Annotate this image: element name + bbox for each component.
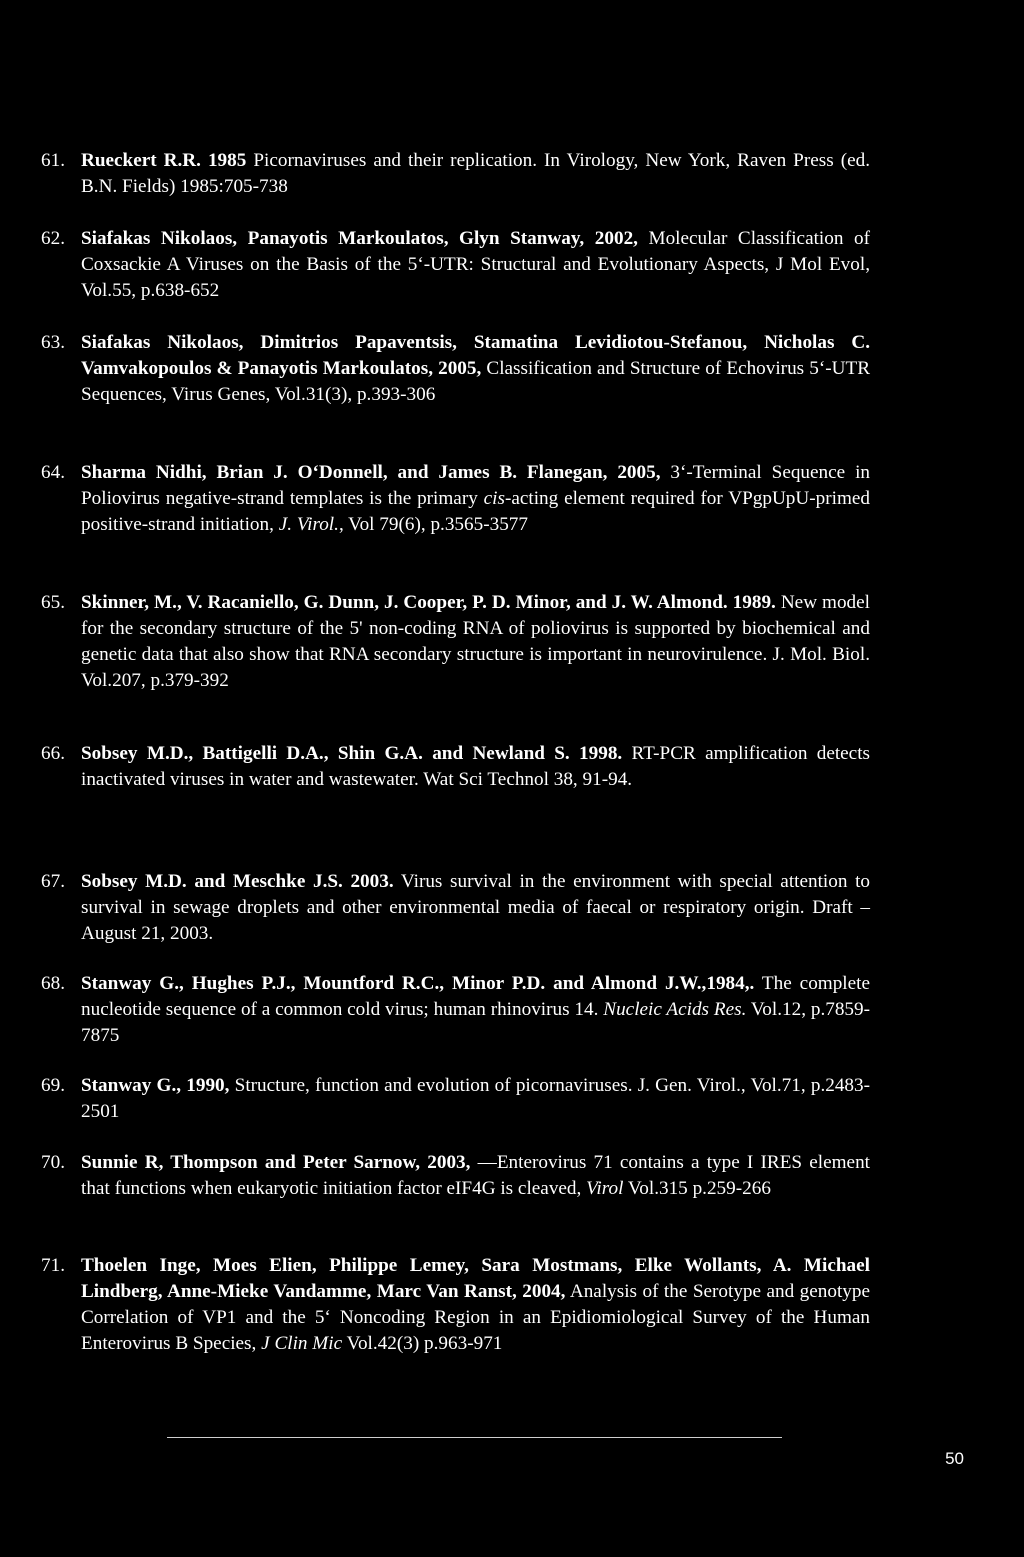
reference-detail: , Vol 79(6), p.3565-3577 — [338, 514, 528, 535]
reference-number: 64. — [41, 462, 65, 483]
reference-text — [81, 741, 870, 793]
reference-authors: Rueckert R.R. 1985 — [81, 150, 247, 171]
reference-text — [81, 590, 870, 694]
reference-journal: J Clin Mic — [261, 1333, 343, 1354]
reference-entry — [41, 741, 870, 793]
reference-text — [81, 226, 870, 304]
reference-number: 69. — [41, 1075, 65, 1096]
reference-text — [81, 1150, 870, 1202]
reference-text — [81, 148, 870, 200]
reference-detail: Vol.12, p.7859-7875 — [81, 999, 871, 1046]
reference-number: 65. — [41, 592, 65, 613]
reference-number: 61. — [41, 150, 65, 171]
reference-journal: Virol — [586, 1178, 624, 1199]
page-number: 50 — [945, 1449, 964, 1468]
reference-detail: The complete nucleotide sequence of a common cold virus; human rhinovirus 14. — [81, 973, 870, 1020]
reference-authors: Siafakas Nikolaos, Dimitrios Papaventsis, Stamatina Levidiotou-Stefanou, Nicholas C. Vamvakopoulos & Panayotis Markoulatos, 2005, — [81, 332, 870, 379]
reference-text — [81, 1253, 870, 1357]
reference-text — [81, 1073, 870, 1125]
reference-detail: Analysis of the Serotype and genotype Correlation of VP1 and the 5‘ Noncoding Region in an Epidiomiological Survey of the Human Enterovirus B Species, — [81, 1281, 870, 1354]
reference-entry — [41, 1150, 870, 1202]
reference-text — [81, 869, 870, 947]
reference-detail: Classification and Structure of Echovirus 5‘-UTR Sequences, Virus Genes, Vol.31(3), p.393-306 — [81, 358, 870, 405]
reference-authors: Sobsey M.D. and Meschke J.S. 2003. — [81, 871, 394, 892]
reference-detail: Vol.315 p.259-266 — [623, 1178, 771, 1199]
reference-number: 62. — [41, 228, 65, 249]
reference-authors: Skinner, M., V. Racaniello, G. Dunn, J. Cooper, P. D. Minor, and J. W. Almond. 1989. — [81, 592, 776, 613]
reference-entry — [41, 226, 870, 304]
reference-text — [81, 330, 870, 408]
reference-entry — [41, 330, 870, 408]
reference-journal: J. Virol. — [278, 514, 339, 535]
reference-entry — [41, 1073, 871, 1125]
reference-detail: Vol.42(3) p.963-971 — [342, 1333, 503, 1354]
reference-entry — [41, 971, 871, 1049]
reference-authors: Sharma Nidhi, Brian J. O‘Donnell, and James B. Flanegan, 2005, — [81, 462, 661, 483]
reference-detail: —Enterovirus 71 contains a type I IRES element that functions when eukaryotic initiation factor eIF4G is cleaved, — [81, 1152, 870, 1199]
reference-journal: Nucleic Acids Res. — [603, 999, 747, 1020]
reference-detail: RT-PCR amplification detects inactivated viruses in water and wastewater. Wat Sci Technol 38, 91-94. — [81, 743, 870, 790]
reference-detail: 3‘-Terminal Sequence in Poliovirus negative-strand templates is the primary — [81, 462, 870, 509]
reference-authors: Thoelen Inge, Moes Elien, Philippe Lemey, Sara Mostmans, Elke Wollants, A. Michael Lindberg, Anne-Mieke Vandamme, Marc Van Ranst, 2004, — [81, 1255, 870, 1302]
reference-number: 66. — [41, 743, 65, 764]
reference-number: 67. — [41, 871, 65, 892]
reference-authors: Sunnie R, Thompson and Peter Sarnow, 2003, — [81, 1152, 471, 1173]
reference-detail: Structure, function and evolution of picornaviruses. J. Gen. Virol., Vol.71, p.2483-2501 — [81, 1075, 871, 1122]
reference-entry — [41, 460, 870, 538]
reference-number: 68. — [41, 973, 65, 994]
reference-number: 70. — [41, 1152, 65, 1173]
reference-text — [81, 971, 870, 1049]
reference-journal: cis — [483, 488, 505, 509]
reference-entry — [41, 869, 870, 947]
reference-detail: Molecular Classification of Coxsackie A Viruses on the Basis of the 5‘-UTR: Structural and Evolutionary Aspects, J Mol Evol, Vol.55, p.638-652 — [81, 228, 870, 301]
reference-number: 63. — [41, 332, 65, 353]
reference-number: 71. — [41, 1255, 65, 1276]
reference-authors: Siafakas Nikolaos, Panayotis Markoulatos, Glyn Stanway, 2002, — [81, 228, 638, 249]
reference-authors: Sobsey M.D., Battigelli D.A., Shin G.A. and Newland S. 1998. — [81, 743, 623, 764]
reference-detail: -acting element required for VPgpUpU-primed positive-strand initiation, — [81, 488, 870, 535]
reference-detail: New model for the secondary structure of the 5' non-coding RNA of poliovirus is supported by biochemical and genetic data that also show that RNA secondary structure is important in neurovirulence. J. Mol. Biol. Vol.207, p.379-392 — [81, 592, 870, 691]
reference-detail: Virus survival in the environment with special attention to survival in sewage droplets and other environmental media of faecal or respiratory origin. Draft – August 21, 2003. — [81, 871, 870, 944]
reference-entry — [41, 590, 870, 694]
footer-rule — [167, 1437, 782, 1438]
reference-detail: Picornaviruses and their replication. In Virology, New York, Raven Press (ed. B.N. Fields) 1985:705-738 — [81, 150, 870, 197]
reference-entry — [41, 148, 870, 200]
reference-authors: Stanway G., 1990, — [81, 1075, 230, 1096]
reference-entry — [41, 1253, 870, 1357]
reference-authors: Stanway G., Hughes P.J., Mountford R.C., Minor P.D. and Almond J.W.,1984,. — [81, 973, 755, 994]
reference-text — [81, 460, 870, 538]
